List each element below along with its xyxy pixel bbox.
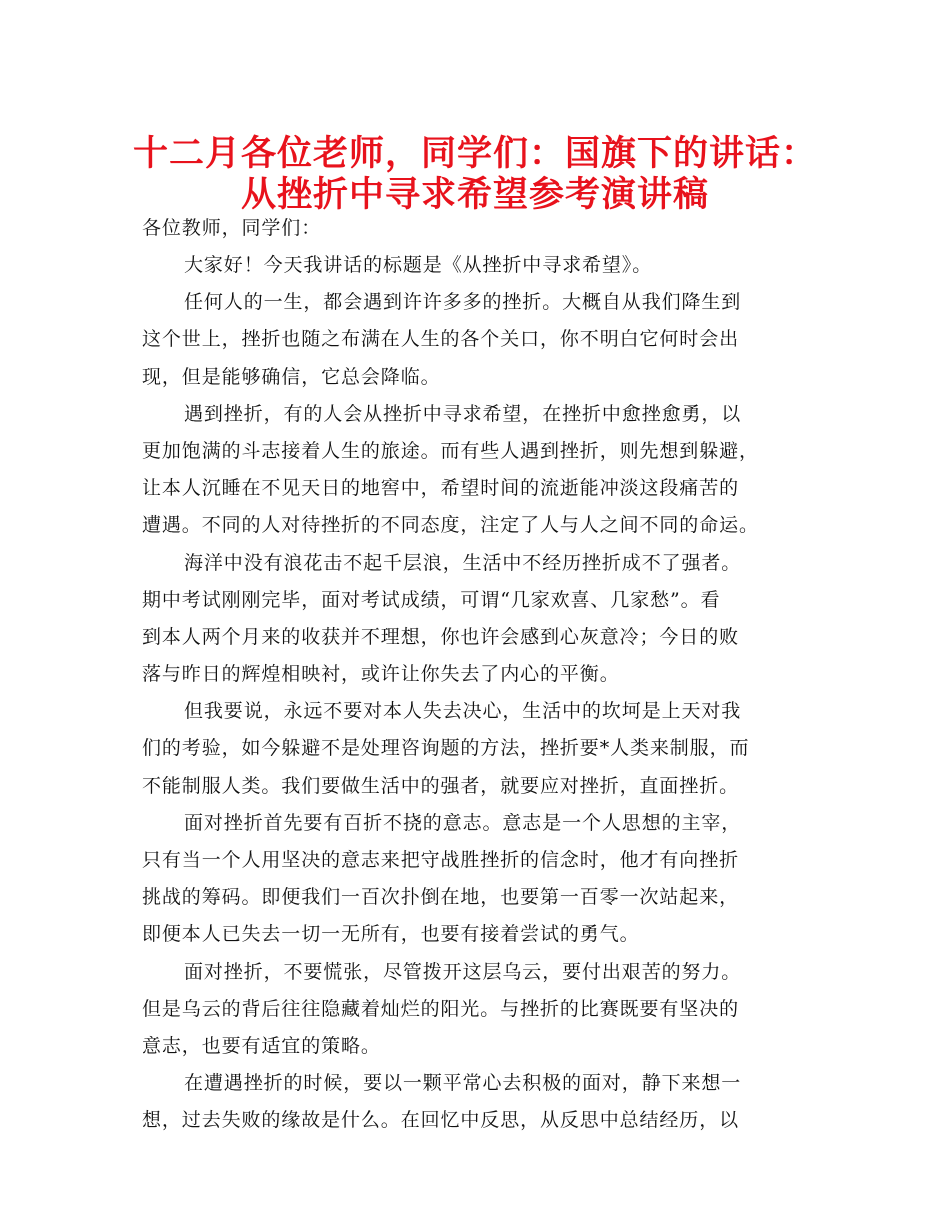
paragraph: [142, 396, 818, 545]
paragraph-line: 只有当一个人用坚决的意志来把守战胜挫折的信念时，他才有向挫折: [142, 849, 740, 871]
paragraph: [142, 954, 818, 1066]
paragraph-line: 不能制服人类。我们要做生活中的强者，就要应对挫折，直面挫折。: [142, 774, 740, 797]
paragraph-line: 大家好！今天我讲话的标题是《从挫折中寻求希望》。: [184, 254, 653, 276]
document-title-line-1: 十二月各位老师，同学们：国旗下的讲话：: [132, 134, 817, 174]
paragraph: [142, 805, 818, 954]
paragraph: [142, 247, 818, 284]
paragraph-line: 让本人沉睡在不见天日的地窖中，希望时间的流逝能冲淡这段痛苦的: [142, 477, 740, 500]
paragraph-line: 到本人两个月来的收获并不理想，你也许会感到心灰意冷；今日的败: [142, 625, 740, 648]
paragraph-line: 面对挫折首先要有百折不挠的意志。意志是一个人思想的主宰，: [184, 811, 742, 834]
paragraph-line: 在遭遇挫折的时候，要以一颗平常心去积极的面对，静下来想一: [184, 1072, 742, 1095]
paragraph: [142, 545, 818, 694]
paragraph-line: 更加饱满的斗志接着人生的旅途。而有些人遇到挫折，则先想到躲避，: [142, 439, 759, 462]
document-title-line-2: 从挫折中寻求希望参考演讲稿: [240, 175, 709, 215]
paragraph-line: 面对挫折，不要慌张，尽管拨开这层乌云，要付出艰苦的努力。: [184, 960, 742, 983]
document-body: [142, 210, 818, 1140]
paragraph-line: 但我要说，永远不要对本人失去决心，生活中的坎坷是上天对我: [184, 700, 742, 723]
paragraph: [142, 693, 818, 805]
paragraph-line: 们的考验，如今躲避不是处理咨询题的方法，挫折要*人类来制服，而: [142, 737, 750, 760]
paragraph-line: 现，但是能够确信，它总会降临。: [142, 365, 441, 388]
paragraph-line: 遭遇。不同的人对待挫折的不同态度，注定了人与人之间不同的命运。: [142, 514, 759, 537]
paragraph-line: 这个世上，挫折也随之布满在人生的各个关口，你不明白它何时会出: [142, 328, 740, 351]
paragraph-line: 遇到挫折，有的人会从挫折中寻求希望，在挫折中愈挫愈勇，以: [184, 402, 742, 425]
paragraph-line: 海洋中没有浪花击不起千层浪，生活中不经历挫折成不了强者。: [184, 551, 742, 574]
paragraph-line: 挑战的筹码。即便我们一百次扑倒在地，也要第一百零一次站起来，: [142, 886, 740, 909]
paragraph: [142, 284, 818, 396]
paragraph-line: 即便本人已失去一切一无所有，也要有接着尝试的勇气。: [142, 923, 640, 946]
paragraph-line: 任何人的一生，都会遇到许许多多的挫折。大概自从我们降生到: [184, 291, 742, 314]
paragraph-line: 但是乌云的背后往往隐藏着灿烂的阳光。与挫折的比赛既要有坚决的: [142, 997, 740, 1020]
paragraph-line: 意志，也要有适宜的策略。: [142, 1034, 381, 1057]
paragraph-line: 落与昨日的辉煌相映衬，或许让你失去了内心的平衡。: [142, 663, 620, 686]
salutation: 各位教师，同学们：: [142, 217, 322, 239]
paragraph: [142, 1065, 818, 1139]
paragraph-line: 期中考试刚刚完毕，面对考试成绩，可谓“几家欢喜、几家愁”。看: [142, 588, 721, 611]
paragraph-line: 想，过去失败的缘故是什么。在回忆中反思，从反思中总结经历，以: [142, 1109, 740, 1132]
